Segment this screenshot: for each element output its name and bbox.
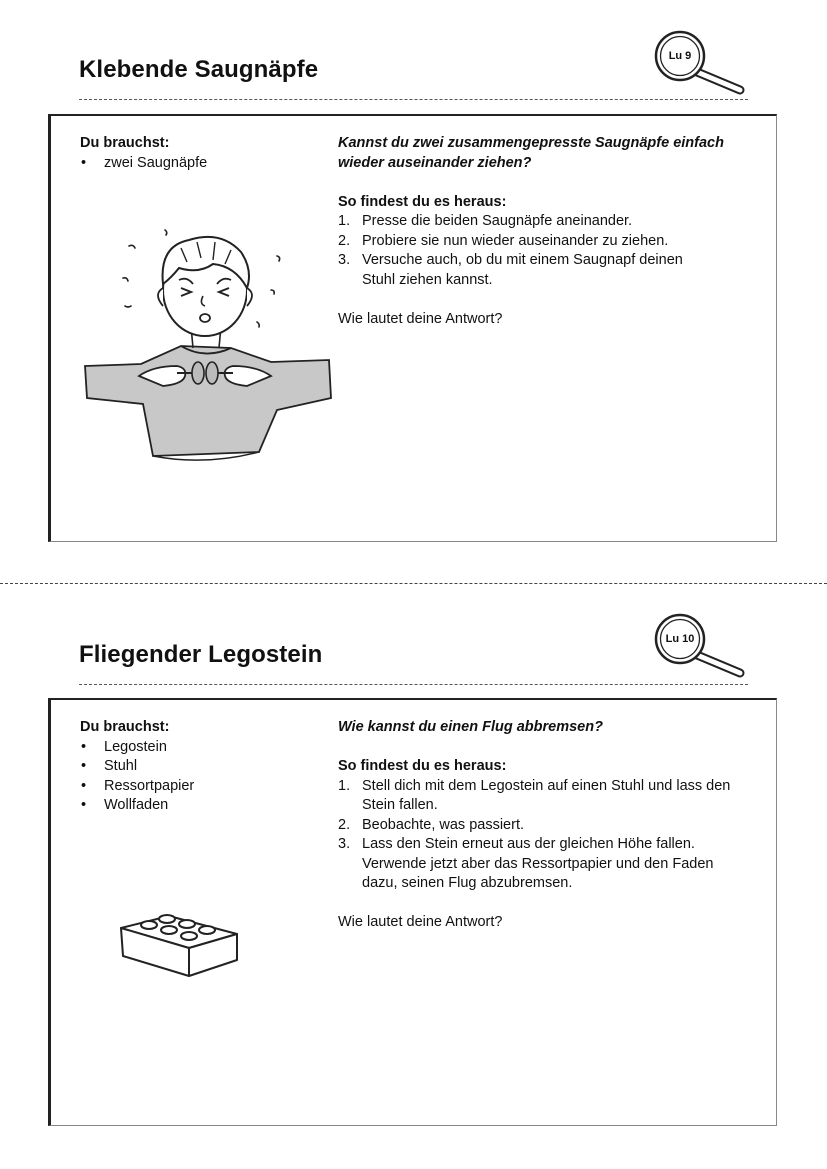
task-card [48, 698, 777, 1126]
card-title: Klebende Saugnäpfe [79, 56, 319, 83]
task-card [48, 114, 777, 542]
step-item: 1. Presse die beiden Saugnäpfe aneinander. [338, 213, 633, 229]
cut-line [0, 583, 827, 584]
step-item: 3. Versuche auch, ob du mit einem Saugnapf deinen Stuhl ziehen kannst. [338, 252, 683, 288]
instructions-column [338, 134, 758, 329]
method-heading: So findest du es heraus: [338, 758, 507, 774]
step-item: 1. Stell dich mit dem Legostein auf einen Stuhl und lass den Stein fallen. [338, 777, 731, 813]
material-item: • Ressortpapier [80, 777, 310, 797]
title-divider [79, 99, 748, 100]
step-item: 2. Beobachte, was passiert. [338, 816, 525, 833]
card-badge: Lu 10 [665, 633, 695, 645]
magnifier-badge [652, 611, 752, 677]
lego-brick-illustration [119, 908, 244, 980]
material-item: • Legostein [80, 738, 310, 758]
method-heading: So findest du es heraus: [338, 193, 507, 210]
title-divider [79, 684, 748, 685]
card-title: Fliegender Legostein [79, 641, 323, 668]
material-item: • Wollfaden [80, 796, 310, 816]
materials-list [80, 738, 310, 816]
answer-prompt: Wie lautet deine Antwort? [338, 914, 503, 930]
card-badge: Lu 9 [668, 50, 692, 62]
materials-column [80, 134, 310, 173]
materials-list [80, 154, 310, 174]
step-item: 2. Probiere sie nun wieder auseinander zu ziehen. [338, 232, 669, 249]
answer-prompt: Wie lautet deine Antwort? [338, 310, 503, 327]
material-item: • zwei Saugnäpfe [80, 154, 310, 174]
steps-list [338, 212, 758, 290]
materials-heading: Du brauchst: [80, 719, 170, 735]
step-item: 3. Lass den Stein erneut aus der gleichen Höhe fallen. Verwende jetzt aber das Ressortpapier und den Faden dazu, seinen Flug abzubremsen. [338, 836, 714, 891]
materials-heading: Du brauchst: [80, 135, 170, 151]
material-item: • Stuhl [80, 757, 310, 777]
boy-suction-cup-illustration [81, 226, 333, 476]
materials-column [80, 718, 310, 816]
magnifier-badge [652, 28, 752, 94]
steps-list [338, 777, 758, 894]
research-question: Wie kannst du einen Flug abbremsen? [338, 719, 603, 735]
research-question: Kannst du zwei zusammengepresste Saugnäpfe einfach wieder auseinander ziehen? [338, 135, 724, 171]
instructions-column [338, 718, 758, 933]
